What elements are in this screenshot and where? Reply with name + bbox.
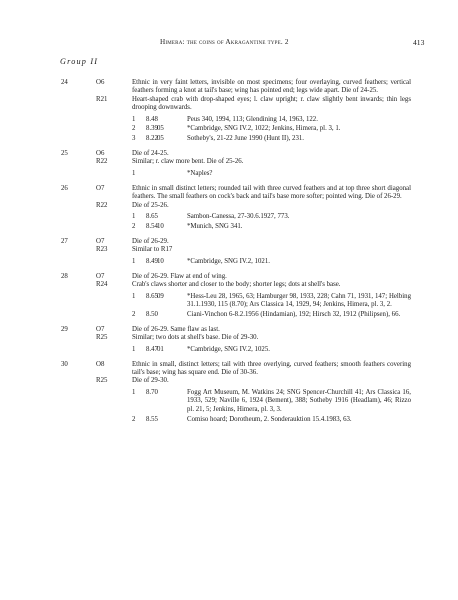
reverse-die: R24 <box>96 281 108 289</box>
reverse-row <box>0 158 458 166</box>
obverse-row <box>0 361 458 378</box>
specimen-weight: 8.70 <box>146 389 158 397</box>
specimen-references: *Munich, SNG 341. <box>187 223 243 231</box>
catalogue-entry <box>0 150 458 178</box>
reverse-die: R22 <box>96 158 108 166</box>
entry-number: 29 <box>61 325 68 333</box>
specimen-weight: 8.65 <box>146 213 158 221</box>
spacer <box>0 289 458 291</box>
entry-number: 24 <box>61 79 68 86</box>
specimen-references: Peus 340, 1994, 113; Glendining 14, 1963, 122. <box>187 115 318 123</box>
obverse-row <box>0 273 458 281</box>
running-header <box>160 38 289 46</box>
page-number: 413 <box>413 38 425 47</box>
reverse-die: R25 <box>96 334 108 342</box>
reverse-description: Similar to R17 <box>132 246 173 254</box>
specimen-die-axis: 05 <box>157 125 164 133</box>
specimen-row <box>132 125 458 133</box>
entry-number: 27 <box>61 237 68 245</box>
obverse-die: O8 <box>96 360 105 368</box>
obverse-description: Ethnic in very faint letters, invisible on most specimens; four overlaying, curved feathers; vertical feathers forming a knot at tail's base; wing has pointed end; legs wide apart. Die of 24-25. <box>132 79 411 95</box>
specimen-row <box>132 416 458 424</box>
spacer <box>0 167 458 169</box>
reverse-row <box>0 334 458 342</box>
reverse-die: R25 <box>96 377 108 385</box>
specimen-weight: 8.65 <box>146 292 158 300</box>
obverse-description: Die of 24-25. <box>132 150 169 158</box>
reverse-row <box>0 377 458 385</box>
entry-number: 28 <box>61 272 68 280</box>
obverse-die: O7 <box>96 184 105 192</box>
spacer <box>0 386 458 388</box>
obverse-description: Die of 26-29. Flaw at end of wing. <box>132 272 227 280</box>
specimen-row <box>132 293 458 310</box>
obverse-row <box>0 79 458 96</box>
specimen-number: 3 <box>132 135 136 143</box>
obverse-die: O6 <box>96 150 105 158</box>
specimen-references: Sotheby's, 21-22 June 1990 (Hunt II), 231. <box>187 135 304 143</box>
reverse-description: Heart-shaped crab with drop-shaped eyes; l. claw upright; r. claw slightly bent inwards; thin legs drooping downwards. <box>132 95 411 111</box>
specimen-row <box>132 258 458 266</box>
specimen-die-axis: 01 <box>157 345 164 353</box>
specimen-number: 1 <box>132 170 136 178</box>
spacer <box>0 210 458 212</box>
reverse-die: R21 <box>96 95 108 103</box>
header-title-rest: : the coins of Akragantine type. 2 <box>182 38 289 46</box>
specimen-row <box>132 389 458 414</box>
catalogue-entry <box>0 361 458 424</box>
specimen-references: *Hess-Leu 28, 1965, 63; Hamburger 98, 1933, 228; Cahn 71, 1931, 147; Helbing 31.1.1930, 115 (8.70); Ars Classica 14, 1929, 94; Jenkins, Himera, pl. 3, 2. <box>187 292 411 309</box>
obverse-row <box>0 326 458 334</box>
specimen-weight: 8.48 <box>146 115 158 123</box>
specimen-number: 2 <box>132 415 136 423</box>
specimen-references: *Naples? <box>187 170 213 178</box>
catalogue-entries <box>0 79 458 430</box>
obverse-description: Ethnic in small, distinct letters; tail with three overlying, curved feathers; smooth feathers covering tail's base; wing has square end. Die of 30-36. <box>132 360 411 377</box>
specimen-weight: 8.39 <box>146 125 158 133</box>
catalogue-entry <box>0 326 458 354</box>
entry-number: 25 <box>61 150 68 158</box>
header-title-place: Himera <box>160 38 183 46</box>
specimen-die-axis: 05 <box>157 135 164 143</box>
specimen-number: 1 <box>132 389 136 397</box>
reverse-row <box>0 96 458 113</box>
obverse-description: Die of 26-29. Same flaw as last. <box>132 325 220 333</box>
specimen-number: 2 <box>132 223 136 231</box>
reverse-row <box>0 202 458 210</box>
specimen-references: Fogg Art Museum, M. Watkins 24; SNG Spencer-Churchill 41; Ars Classica 16, 1933, 529; Naville 6, 1924 (Bement), 388; Sotheby 1916 (Headlam), 46; Rizzo pl. 21, 5; Jenkins, Himera, pl. 3, 3. <box>187 389 411 413</box>
specimen-row <box>132 135 458 143</box>
obverse-description: Die of 26-29. <box>132 237 169 245</box>
specimen-references: *Cambridge, SNG IV.2, 1021. <box>187 258 270 266</box>
obverse-row <box>0 150 458 158</box>
spacer <box>0 112 458 114</box>
specimen-number: 1 <box>132 213 136 221</box>
specimen-weight: 8.22 <box>146 135 158 143</box>
specimen-row <box>132 213 458 221</box>
specimen-row <box>132 311 458 319</box>
specimen-row <box>132 170 458 178</box>
specimen-references: *Cambridge, SNG IV.2, 1025. <box>187 345 270 353</box>
specimen-weight: 8.50 <box>146 311 158 319</box>
reverse-description: Similar; r. claw more bent. Die of 25-26. <box>132 158 244 166</box>
specimen-weight: 8.47 <box>146 345 158 353</box>
reverse-description: Die of 25-26. <box>132 201 169 209</box>
obverse-die: O7 <box>96 272 105 280</box>
spacer <box>0 342 458 344</box>
specimen-references: *Cambridge, SNG IV.2, 1022; Jenkins, Himera, pl. 3, 1. <box>187 125 341 133</box>
specimen-die-axis: 10 <box>157 223 164 231</box>
obverse-die: O7 <box>96 325 105 333</box>
reverse-description: Crab's claws shorter and closer to the body; shorter legs; dots at shell's base. <box>132 281 341 289</box>
specimen-row <box>132 223 458 231</box>
specimen-references: Sambon-Canessa, 27-30.6.1927, 773. <box>187 213 290 221</box>
reverse-row <box>0 246 458 254</box>
catalogue-entry <box>0 273 458 319</box>
catalogue-entry <box>0 185 458 231</box>
reverse-description: Similar; two dots at shell's base. Die of 29-30. <box>132 334 259 342</box>
reverse-die: R23 <box>96 246 108 254</box>
specimen-references: Comiso hoard; Dorotheum, 2. Sonderauktion 15.4.1983, 63. <box>187 415 352 423</box>
obverse-description: Ethnic in small distinct letters; rounded tail with three curved feathers and at top three short diagonal feathers. The small feathers on cock's back and tail's base more softer; pointed wing. Die of 26-29. <box>132 184 411 201</box>
specimen-die-axis: 10 <box>157 258 164 266</box>
specimen-number: 1 <box>132 345 136 353</box>
specimen-references: Ciani-Vinchon 6-8.2.1956 (Hindamian), 192; Hirsch 32, 1912 (Philipsen), 66. <box>187 311 401 319</box>
specimen-number: 1 <box>132 258 136 266</box>
specimen-die-axis: 09 <box>157 292 164 300</box>
reverse-row <box>0 281 458 289</box>
reverse-die: R22 <box>96 201 108 209</box>
obverse-row <box>0 238 458 246</box>
catalogue-entry <box>0 79 458 144</box>
entry-number: 26 <box>61 184 68 192</box>
specimen-weight: 8.55 <box>146 415 158 423</box>
specimen-number: 1 <box>132 115 136 123</box>
specimen-number: 2 <box>132 125 136 133</box>
specimen-weight: 8.49 <box>146 258 158 266</box>
specimen-number: 1 <box>132 292 136 300</box>
obverse-die: O6 <box>96 79 105 86</box>
entry-number: 30 <box>61 360 68 368</box>
catalogue-entry <box>0 238 458 266</box>
spacer <box>0 255 458 257</box>
specimen-weight: 8.54 <box>146 223 158 231</box>
reverse-description: Die of 29-30. <box>132 377 169 385</box>
obverse-die: O7 <box>96 237 105 245</box>
specimen-number: 2 <box>132 311 136 319</box>
obverse-row <box>0 185 458 202</box>
group-heading: Group II <box>60 57 99 66</box>
specimen-row <box>132 116 458 124</box>
specimen-row <box>132 346 458 354</box>
